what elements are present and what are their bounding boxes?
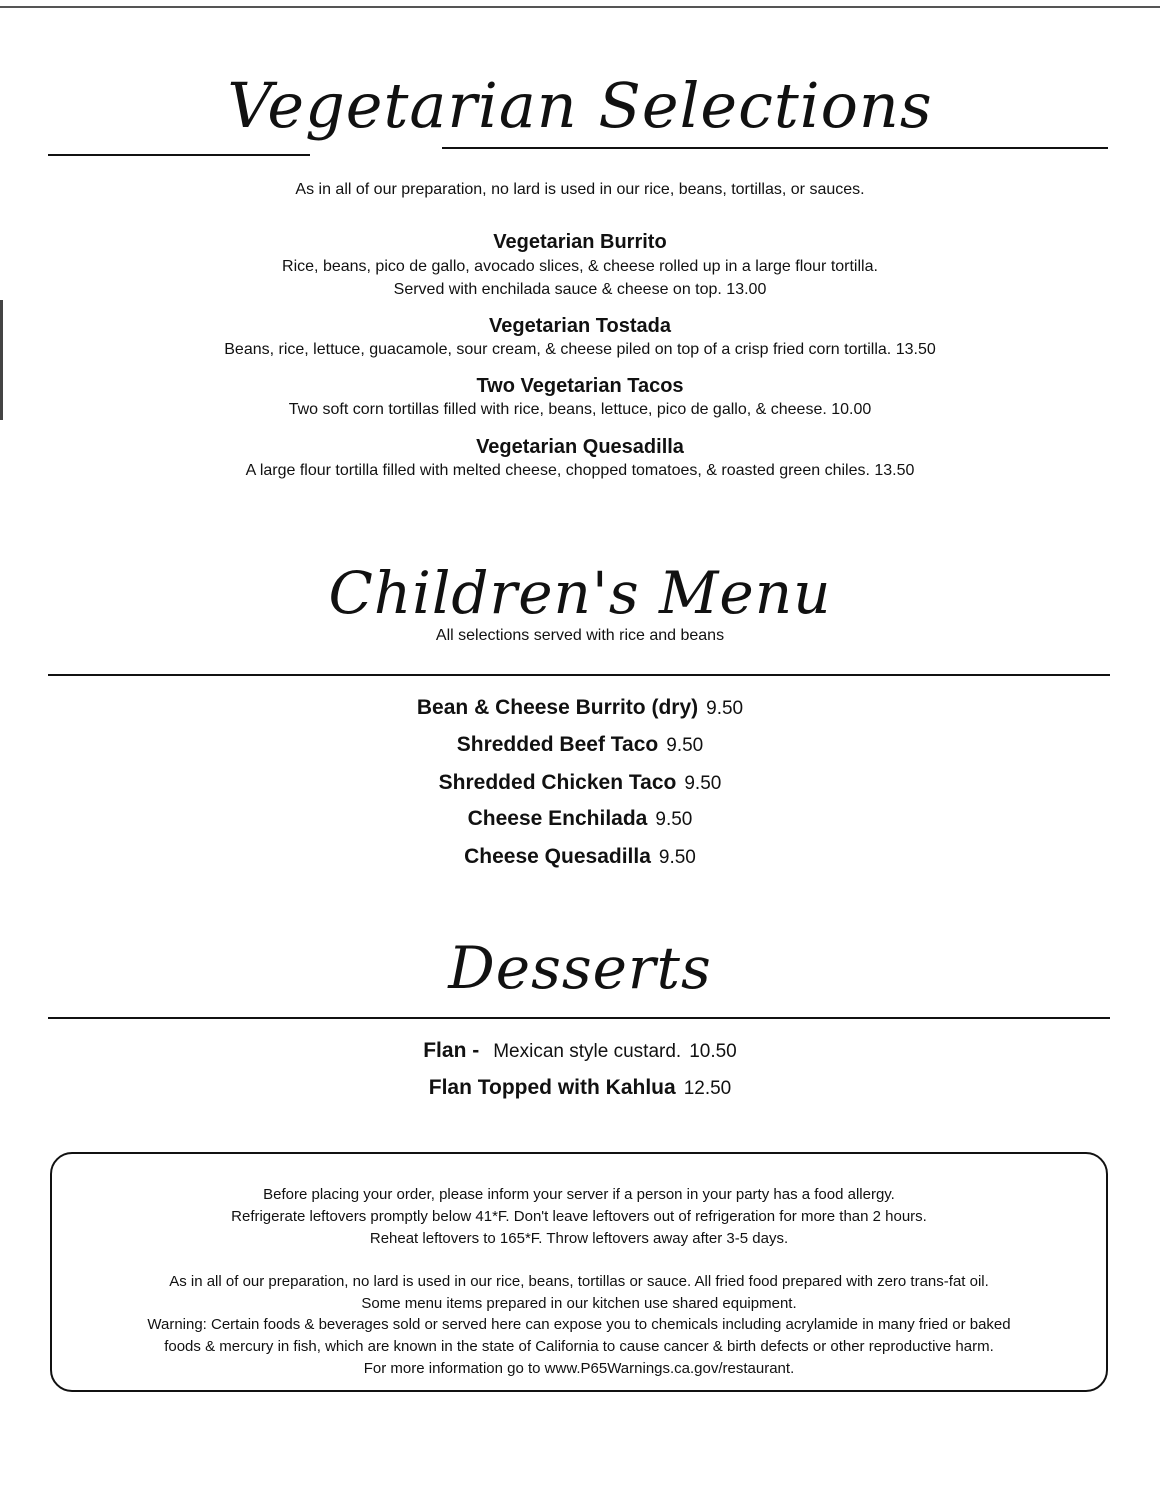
- top-border-line: [0, 6, 1160, 8]
- notice-line: foods & mercury in fish, which are known in the state of California to cause cancer & birth defects or other reproductive harm.: [164, 1338, 994, 1355]
- notice-line: As in all of our preparation, no lard is used in our rice, beans, tortillas or sauce. All fried food prepared with zero trans-fat oil.: [169, 1273, 989, 1290]
- notice-line: For more information go to www.P65Warnings.ca.gov/restaurant.: [363, 1360, 795, 1377]
- children-item-price: 9.50: [684, 773, 722, 794]
- vegetarian-rule-right: [442, 147, 1108, 149]
- desserts-rule: [48, 1017, 1110, 1019]
- children-item: [0, 844, 1160, 871]
- vegetarian-item-name: Two Vegetarian Tacos: [476, 375, 684, 397]
- children-item: [0, 806, 1160, 833]
- children-item-name: Cheese Enchilada: [467, 807, 648, 830]
- children-subtitle: All selections served with rice and beans: [435, 627, 725, 644]
- dessert-item: [0, 1075, 1160, 1102]
- children-title: Children's Menu: [328, 559, 832, 627]
- children-item-price: 9.50: [706, 698, 744, 719]
- children-item-name: Bean & Cheese Burrito (dry): [416, 696, 699, 719]
- desserts-title: Desserts: [448, 934, 712, 1002]
- dessert-item-price: 10.50: [689, 1041, 737, 1062]
- dessert-item-name: Flan Topped with Kahlua: [428, 1076, 676, 1099]
- vegetarian-item-desc-2: Served with enchilada sauce & cheese on top. 13.00: [393, 281, 767, 298]
- children-item-name: Shredded Chicken Taco: [438, 771, 677, 794]
- children-item: [0, 770, 1160, 797]
- dessert-item: [0, 1038, 1160, 1065]
- children-item: [0, 695, 1160, 722]
- vegetarian-item-desc: Two soft corn tortillas filled with rice, beans, lettuce, pico de gallo, & cheese. 10.00: [288, 401, 872, 418]
- children-item-price: 9.50: [666, 735, 704, 756]
- vegetarian-item-desc: Beans, rice, lettuce, guacamole, sour cream, & cheese piled on top of a crisp fried corn tortilla. 13.50: [224, 341, 936, 358]
- dessert-item-price: 12.50: [683, 1078, 732, 1099]
- vegetarian-item-name: Vegetarian Burrito: [493, 231, 667, 253]
- children-item: [0, 732, 1160, 759]
- children-item-name: Cheese Quesadilla: [464, 845, 651, 868]
- vegetarian-item-desc: A large flour tortilla filled with melted cheese, chopped tomatoes, & roasted green chiles. 13.50: [245, 462, 915, 479]
- children-item-price: 9.50: [655, 809, 693, 830]
- dessert-item-desc: Mexican style custard.: [493, 1041, 682, 1062]
- children-rule: [48, 674, 1110, 676]
- children-item-name: Shredded Beef Taco: [456, 733, 659, 756]
- vegetarian-rule-left: [48, 154, 310, 156]
- vegetarian-title: Vegetarian Selections: [227, 69, 933, 142]
- notice-line: Reheat leftovers to 165*F. Throw leftovers away after 3-5 days.: [369, 1230, 789, 1247]
- vegetarian-intro: As in all of our preparation, no lard is used in our rice, beans, tortillas, or sauces.: [295, 181, 865, 198]
- notice-line: Warning: Certain foods & beverages sold or served here can expose you to chemicals including acrylamide in many fried or baked: [147, 1316, 1011, 1333]
- children-item-price: 9.50: [658, 847, 696, 868]
- vegetarian-item-name: Vegetarian Quesadilla: [476, 436, 684, 458]
- notice-line: Refrigerate leftovers promptly below 41*F. Don't leave leftovers out of refrigeration for more than 2 hours.: [231, 1208, 927, 1225]
- notice-line: Before placing your order, please inform your server if a person in your party has a food allergy.: [263, 1186, 895, 1203]
- vegetarian-item-desc: Rice, beans, pico de gallo, avocado slices, & cheese rolled up in a large flour tortilla.: [282, 258, 878, 275]
- dessert-item-name: Flan -: [423, 1039, 480, 1062]
- allergy-notice-box: [50, 1152, 1108, 1392]
- notice-line: Some menu items prepared in our kitchen use shared equipment.: [361, 1295, 797, 1312]
- vegetarian-item-name: Vegetarian Tostada: [489, 315, 671, 337]
